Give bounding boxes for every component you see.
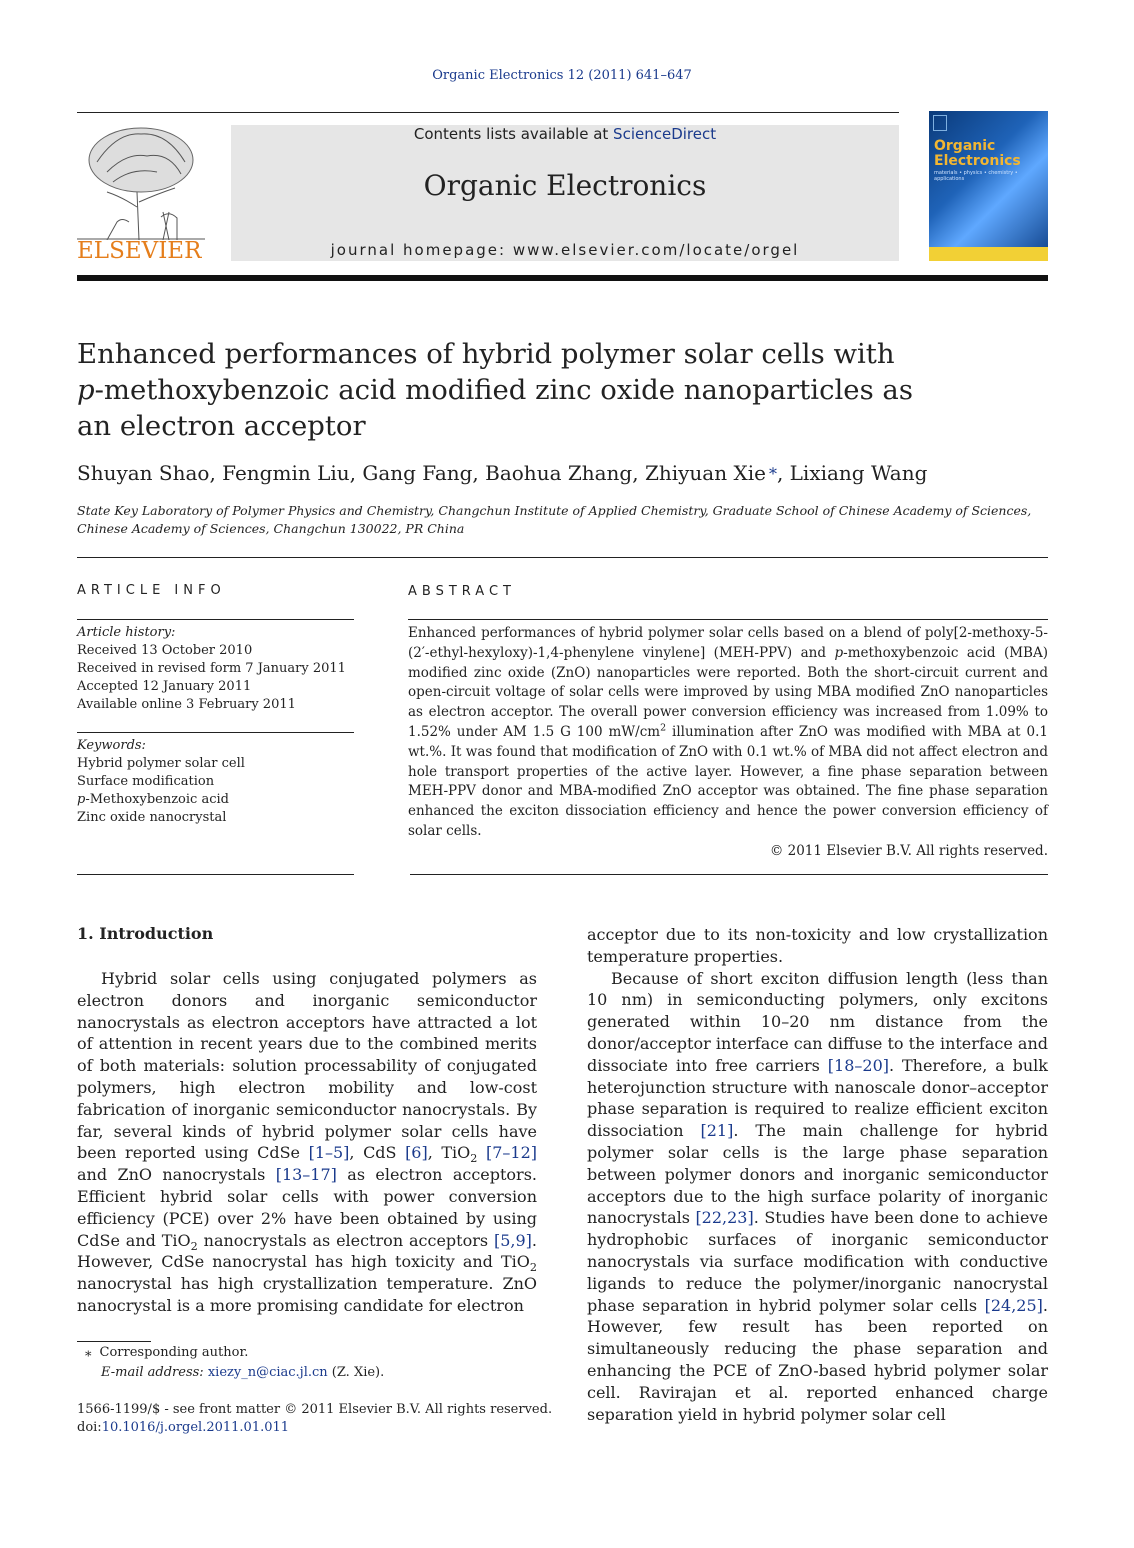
divider xyxy=(408,619,1048,620)
doi-link[interactable]: 10.1016/j.orgel.2011.01.011 xyxy=(101,1420,290,1435)
elsevier-logo[interactable] xyxy=(77,122,205,264)
citation-link[interactable]: [24,25] xyxy=(984,1295,1043,1315)
keywords: Keywords: Hybrid polymer solar cell Surface modification p-Methoxybenzoic acid Zinc oxide nanocrystal xyxy=(77,737,357,827)
journal-cover[interactable] xyxy=(929,111,1048,261)
keyword-item: Surface modification xyxy=(77,774,215,789)
affiliation: State Key Laboratory of Polymer Physics and Chemistry, Changchun Institute of Applied Chemistry, Graduate School of Chinese Academy of Sciences, Chinese Academy of Sciences, Changchun 130022, PR China xyxy=(77,503,1032,536)
corresponding-footnote: ⁎ Corresponding author. xyxy=(85,1345,249,1360)
divider xyxy=(77,557,1048,558)
abstract-heading: ABSTRACT xyxy=(408,584,516,599)
abstract-copyright: © 2011 Elsevier B.V. All rights reserved. xyxy=(769,843,1048,859)
author-list: Shuyan Shao, Fengmin Liu, Gang Fang, Baohua Zhang, Zhiyuan Xie ⁎, Lixiang Wang xyxy=(77,459,928,485)
cover-title: Organic Electronics xyxy=(934,138,1021,169)
article-title: Enhanced performances of hybrid polymer solar cells with p-methoxybenzoic acid modified zinc oxide nanoparticles as an electron acceptor xyxy=(77,338,913,442)
email-link[interactable]: xiezy_n@ciac.jl.cn xyxy=(207,1365,328,1380)
citation-link[interactable]: [6] xyxy=(405,1143,428,1163)
journal-title: Organic Electronics xyxy=(423,169,707,202)
journal-citation[interactable]: Organic Electronics 12 (2011) 641–647 xyxy=(432,68,692,83)
citation-link[interactable]: [18–20] xyxy=(827,1055,889,1075)
body-column-left xyxy=(77,968,537,1317)
doi-line: doi:10.1016/j.orgel.2011.01.011 xyxy=(77,1420,290,1435)
divider xyxy=(77,874,354,875)
body-column-right xyxy=(587,924,1048,1425)
history-item: Available online 3 February 2011 xyxy=(77,697,296,712)
divider xyxy=(77,732,354,733)
keyword-item: Hybrid polymer solar cell xyxy=(77,756,245,771)
citation-link[interactable]: [13–17] xyxy=(275,1165,337,1185)
cover-subtitle: materials • physics • chemistry • applications xyxy=(934,170,1018,182)
corresponding-author-mark[interactable]: ⁎ xyxy=(768,459,777,478)
sciencedirect-link[interactable]: ScienceDirect xyxy=(613,125,717,143)
citation-link[interactable]: [7–12] xyxy=(485,1143,537,1163)
elsevier-wordmark: ELSEVIER xyxy=(77,238,202,264)
history-item: Received 13 October 2010 xyxy=(77,643,253,658)
abstract-text: Enhanced performances of hybrid polymer solar cells based on a blend of poly[2-methoxy-5-(2′-ethyl-hexyloxy)-1,4-phenylene vinylene] (MEH-PPV) and p-methoxybenzoic acid (MBA) modified zinc oxide (ZnO) nanoparticles were reported. Both the short-circuit current and open-circuit voltage of solar cells were improved by using MBA modified ZnO nanoparticles as electron acceptor. The overall power conversion efficiency was increased from 1.09% to 1.52% under AM 1.5 G 100 $mW/cm^2$ illumination after ZnO was modified with MBA at 0.1 wt.%. It was found that modification of ZnO with 0.1 wt.% of MBA did not affect electron and hole transport properties of the active layer. However, a fine phase separation between MEH-PPV donor and MBA-modified ZnO acceptor was obtained. The fine phase separation enhanced the exciton dissociation efficiency and hence the power conversion efficiency of solar cells. xyxy=(408,625,1048,839)
elsevier-tree-icon xyxy=(77,122,205,240)
section-heading: 1. Introduction xyxy=(77,924,214,943)
paragraph: Because of short exciton diffusion length (less than 10 nm) in semiconducting polymers, only excitons generated within 10–20 nm distance from the donor/acceptor interface can diffuse to the interface and dissociate into free carriers [18–20]. Therefore, a bulk heterojunction structure with nanoscale donor–acceptor phase separation is required to realize efficient exciton dissociation [21]. The main challenge for hybrid polymer solar cells is the large phase separation between polymer donors and inorganic semiconductor acceptors due to the high surface polarity of inorganic nanocrystals [22,23]. Studies have been done to achieve hydrophobic surfaces of inorganic semiconductor nanocrystals via surface modification with conductive ligands to reduce the polymer/inorganic nanocrystal phase separation in hybrid polymer solar cells [24,25]. However, few result has been reported on simultaneously reducing the phase separation and enhancing the PCE of ZnO-based hybrid polymer solar cell. Ravirajan et al. reported enhanced charge separation yield in hybrid polymer solar cell xyxy=(587,968,1048,1424)
issn-line: 1566-1199/$ - see front matter © 2011 Elsevier B.V. All rights reserved. xyxy=(77,1402,553,1417)
citation-link[interactable]: [21] xyxy=(700,1121,734,1141)
history-item: Accepted 12 January 2011 xyxy=(77,679,252,694)
cover-stripe xyxy=(929,247,1048,261)
divider xyxy=(410,874,1048,875)
citation-link[interactable]: [5,9] xyxy=(493,1230,532,1250)
divider xyxy=(77,619,354,620)
article-info-heading: ARTICLE INFO xyxy=(77,583,226,598)
cover-badge-icon xyxy=(933,115,947,131)
keyword-item: Zinc oxide nanocrystal xyxy=(77,810,227,825)
paragraph: acceptor due to its non-toxicity and low crystallization temperature properties. xyxy=(587,925,1048,966)
journal-homepage[interactable]: journal homepage: www.elsevier.com/locate/orgel xyxy=(330,241,800,259)
email-footnote: E-mail address: xiezy_n@ciac.jl.cn (Z. Xie). xyxy=(101,1365,385,1380)
journal-banner xyxy=(231,125,899,261)
footnote-rule xyxy=(77,1341,151,1342)
article-history: Article history: Received 13 October 2010 Received in revised form 7 January 2011 Accepted 12 January 2011 Available online 3 February 2011 xyxy=(77,624,357,714)
history-item: Received in revised form 7 January 2011 xyxy=(77,661,346,676)
citation-link[interactable]: [22,23] xyxy=(695,1208,754,1228)
keyword-item: p-Methoxybenzoic acid xyxy=(77,792,229,807)
header-thick-rule xyxy=(77,275,1048,281)
contents-line: Contents lists available at ScienceDirect xyxy=(413,125,717,143)
citation-link[interactable]: [1–5] xyxy=(308,1143,350,1163)
paragraph: Hybrid solar cells using conjugated polymers as electron donors and inorganic semiconductor nanocrystals as electron acceptors have attracted a lot of attention in recent years due to the combined merits of both materials: solution processability of conjugated polymers, high electron mobility and low-cost fabrication of inorganic semiconductor nanocrystals. By far, several kinds of hybrid polymer solar cells have been reported using CdSe [1–5], CdS [6], TiO$_2$ [7–12] and ZnO nanocrystals [13–17] as electron acceptors. Efficient hybrid solar cells with power conversion efficiency (PCE) over 2% have been obtained by using CdSe and TiO$_2$ nanocrystals as electron acceptors [5,9]. However, CdSe nanocrystal has high toxicity and TiO$_2$ nanocrystal has high crystallization temperature. ZnO nanocrystal is a more promising candidate for electron xyxy=(77,969,538,1315)
header-rule xyxy=(77,112,899,113)
